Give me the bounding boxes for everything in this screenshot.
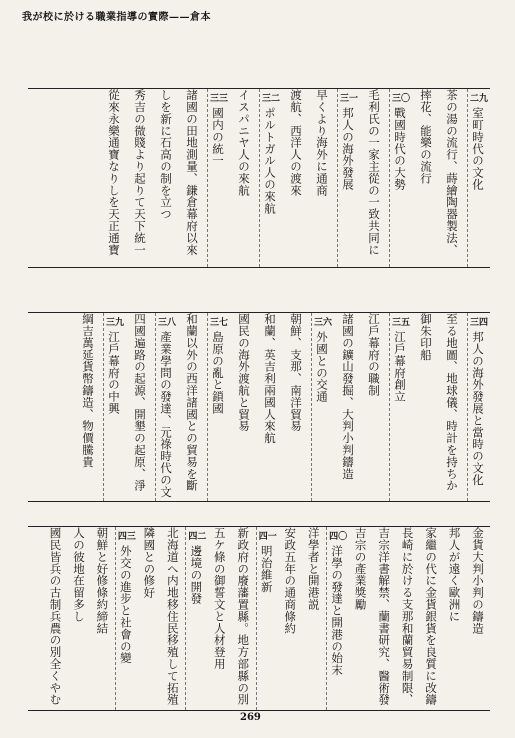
entry-text: 長崎に於ける支那和蘭貿易制限、	[400, 527, 415, 706]
entry-text: 朝鮮、支那、南洋貿易	[289, 313, 303, 432]
entry-number: 三八	[157, 318, 176, 328]
entry-text: 綱吉萬延貨幣鑄造、物價騰貴	[81, 313, 95, 468]
entry-divider	[467, 89, 468, 267]
entry-divider	[256, 527, 257, 710]
entry-divider	[207, 89, 208, 267]
section-3	[28, 526, 490, 711]
entry-text: ポルトガル人の來航	[263, 107, 277, 215]
entry-text: 江戶幕府の職制	[367, 313, 381, 397]
entry-text: 和蘭、英吉利兩國人來航	[263, 313, 277, 444]
entry-divider	[103, 313, 104, 501]
entry-text: 摔花、能樂の流行	[419, 89, 433, 185]
entry-text: 明治維新	[259, 545, 274, 593]
entry-number: 三三	[209, 94, 228, 104]
entry-text: 隣國との修好	[142, 527, 157, 599]
entry-text: 北海道へ内地移住民移殖して拓殖	[165, 527, 180, 706]
entry-text: 金貨大判小判の鑄造	[471, 527, 485, 635]
entry-text: 外國との交通	[315, 331, 329, 403]
entry-text: 江戶幕府創立	[393, 331, 407, 403]
entry-divider	[389, 89, 390, 267]
entry-number: 三九	[105, 318, 124, 328]
entry-text: 諸國の鑛山發掘、大判小判鑄造	[341, 313, 355, 480]
entry-number: 三七	[209, 318, 228, 328]
entry-text: 諸國の田地測量、鎌倉幕府以來	[185, 89, 199, 256]
entry-text: 邊境の開發	[189, 545, 204, 605]
entry-number: 三二	[261, 94, 280, 104]
entry-number: 三〇	[391, 94, 410, 104]
entry-text: 渡航、西洋人の渡來	[289, 89, 303, 197]
entry-number: 三五	[391, 318, 410, 328]
entry-text: 國民の海外渡航と貿易	[237, 313, 251, 432]
entry-number: 三四	[469, 318, 488, 328]
entry-number: 四二	[188, 532, 207, 542]
entry-divider	[115, 527, 116, 710]
entry-text: 毛利氏の一家主從の一致共同に	[367, 89, 381, 256]
entry-divider	[326, 527, 327, 710]
entry-text: 國内の統一	[211, 107, 225, 167]
entry-text: 戰國時代の大勢	[393, 107, 407, 191]
entry-text: 至る地圖、地球儀、時計を持ちか	[445, 313, 459, 492]
entry-text: 洋學者と開港説	[306, 527, 321, 611]
entry-divider	[155, 313, 156, 501]
entry-text: 室町時代の文化	[471, 107, 485, 191]
entry-number: 四三	[117, 532, 136, 542]
entry-divider	[259, 89, 260, 267]
entry-text: 洋學の發達と開港の始末	[330, 545, 345, 676]
entry-text: 從來永樂通寶なりしを天正通寶	[107, 89, 121, 256]
entry-number: 三一	[339, 94, 358, 104]
entry-text: 秀吉の微賤より起りて天下統一	[133, 89, 147, 256]
entry-text: しを新に石高の制を立つ	[159, 89, 173, 220]
entry-text: 新政府の廢藩置縣。地方部縣の別	[236, 527, 251, 706]
entry-text: 產業學問の發達、元祿時代の文	[159, 331, 173, 498]
entry-text: 人の彼地在留多し	[71, 527, 86, 623]
entry-text: イスパニヤ人の來航	[237, 89, 251, 197]
entry-text: 邦人の海外發展	[341, 107, 355, 191]
entry-text: 吉宗洋書解禁、蘭書研究、醫術發	[377, 527, 392, 706]
entry-text: 和蘭以外の西洋諸國との貿易を斷	[185, 313, 199, 492]
entry-divider	[185, 527, 186, 710]
entry-text: 邦人が遠く歐洲に	[447, 527, 462, 623]
entry-text: 邦人の海外發展と當時の文化	[471, 331, 485, 486]
entry-text: 茶の湯の流行、蒔繪陶器製法、	[445, 89, 459, 256]
entry-number: 四〇	[329, 532, 348, 542]
entry-text: 朝鮮と好修條約締結	[95, 527, 110, 635]
entry-text: 江戶幕府の中興	[107, 331, 121, 415]
entry-text: 家繼の代に金貨銀貨を良質に改鑄	[424, 527, 439, 706]
entry-text: 島原の亂と鎖國	[211, 331, 225, 415]
entry-text: 四國遍路の起源、開墾の起原、淨	[133, 313, 147, 492]
entry-divider	[389, 313, 390, 501]
entry-divider	[207, 313, 208, 501]
entry-text: 御朱印船	[419, 313, 433, 361]
entry-number: 二九	[469, 94, 488, 104]
page-number: 269	[240, 712, 261, 723]
entry-text: 國民皆兵の古制兵農の別全くやむ	[48, 527, 63, 706]
running-header: 我が校に於ける職業指導の實際——倉本	[22, 12, 211, 23]
entry-text: 早くより海外に通商	[315, 89, 329, 197]
entry-text: 吉宗の產業獎勵	[353, 527, 368, 611]
entry-divider	[337, 89, 338, 267]
entry-divider	[467, 313, 468, 501]
section-1	[28, 88, 490, 268]
section-2	[28, 312, 490, 502]
entry-number: 三六	[313, 318, 332, 328]
entry-divider	[311, 313, 312, 501]
entry-text: 外交の進步と社會の變	[118, 545, 133, 664]
entry-number: 四一	[258, 532, 277, 542]
entry-text: 五ケ條の御誓文と人材登用	[212, 527, 227, 670]
entry-text: 安政五年の通商條約	[283, 527, 298, 635]
